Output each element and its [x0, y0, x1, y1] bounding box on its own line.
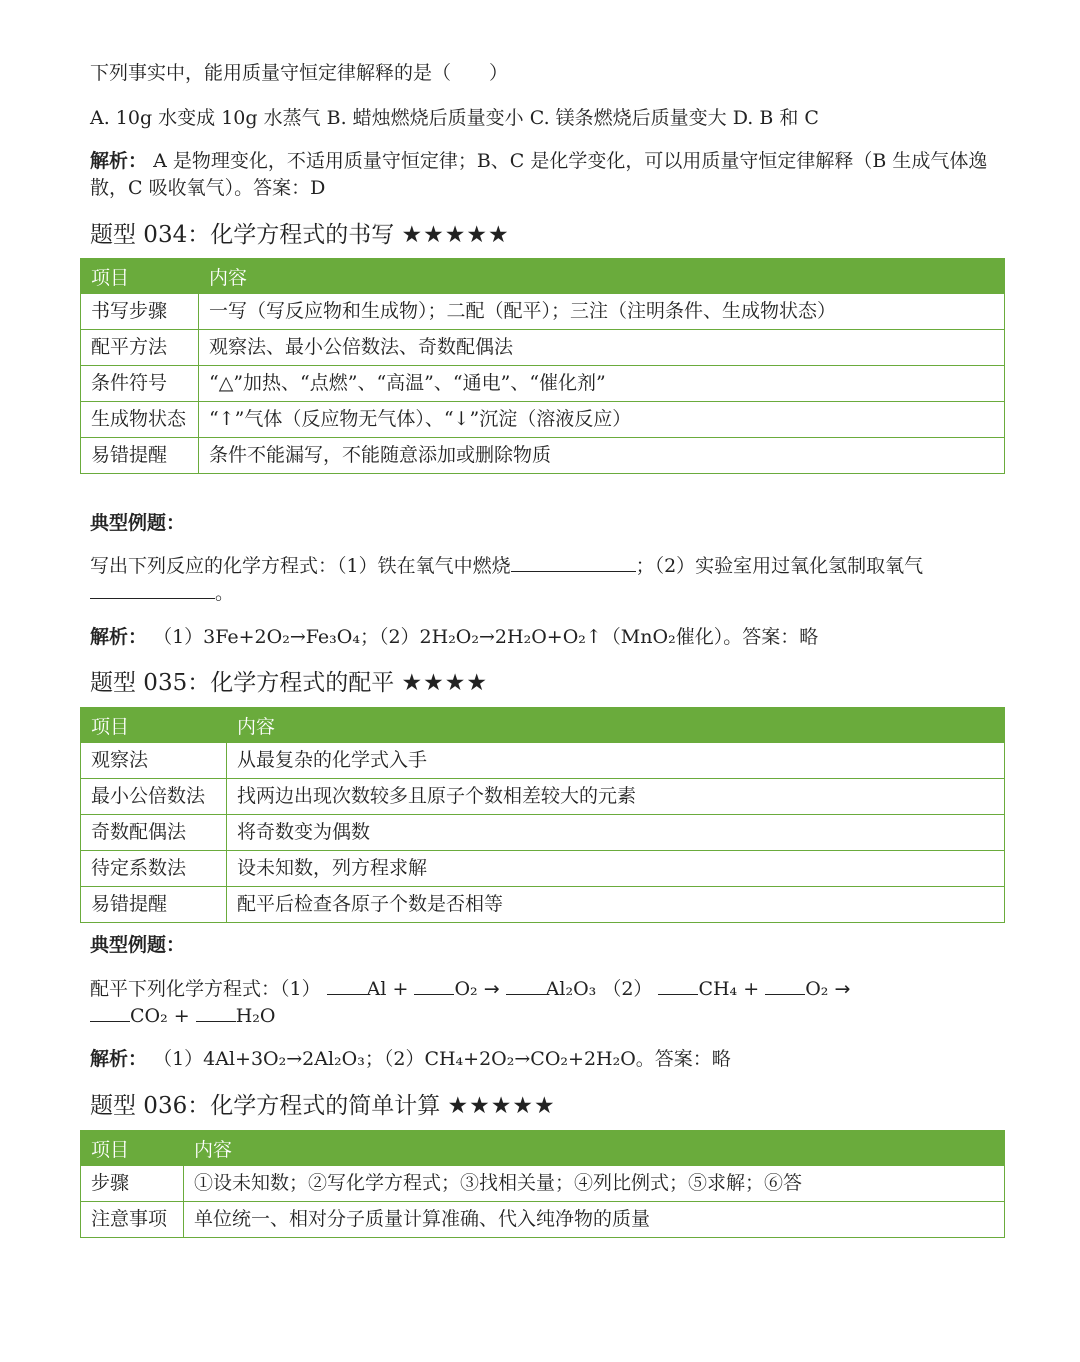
example-question: 配平下列化学方程式：（1） Al + O₂ → Al₂O₃ （2） CH₄ + O₂ → CO₂ + H₂O: [90, 978, 851, 1027]
row-content: 一写（写反应物和生成物）；二配（配平）；三注（注明条件、生成物状态）: [199, 294, 1005, 330]
coefficient-blank[interactable]: [506, 976, 546, 995]
header-content: 内容: [227, 708, 1005, 743]
analysis-label: 解析：: [90, 150, 148, 172]
row-content: 条件不能漏写，不能随意添加或删除物质: [199, 438, 1005, 474]
row-content: 设未知数，列方程求解: [227, 851, 1005, 887]
table-row: [81, 366, 1005, 402]
section-title-text: 题型 034：化学方程式的书写: [90, 222, 395, 248]
term: O₂: [454, 978, 478, 1000]
table-row: [81, 330, 1005, 366]
table-header-row: [81, 1131, 1005, 1166]
table-row: [81, 743, 1005, 779]
example-part-2: ；（2）实验室用过氧化氢制取氧气: [635, 555, 924, 577]
row-content: 配平后检查各原子个数是否相等: [227, 887, 1005, 923]
row-content: 找两边出现次数较多且原子个数相差较大的元素: [227, 779, 1005, 815]
analysis-text: （1）3Fe+2O₂→Fe₃O₄；（2）2H₂O₂→2H₂O+O₂↑（MnO₂催化）。答案：略: [153, 626, 819, 648]
header-item: 项目: [81, 1131, 184, 1166]
example-question: [90, 553, 990, 607]
table-row: [81, 887, 1005, 923]
coefficient-blank[interactable]: [765, 976, 805, 995]
example-label: 典型例题：: [90, 512, 186, 534]
table-034: [80, 258, 1005, 474]
table-row: [81, 294, 1005, 330]
row-content: “↑”气体（反应物无气体）、“↓”沉淀（溶液反应）: [199, 402, 1005, 438]
table-row: [81, 1166, 1005, 1202]
row-content: 将奇数变为偶数: [227, 815, 1005, 851]
rating-stars: ★★★★★: [401, 222, 510, 248]
row-item: 奇数配偶法: [81, 815, 227, 851]
analysis-paragraph: [90, 1046, 990, 1073]
row-content: ①设未知数；②写化学方程式；③找相关量；④列比例式；⑤求解；⑥答: [184, 1166, 1005, 1202]
coefficient-blank[interactable]: [90, 1003, 130, 1022]
example-part-1: 写出下列反应的化学方程式：（1）铁在氧气中燃烧: [90, 555, 511, 577]
row-item: 易错提醒: [81, 887, 227, 923]
row-item: 注意事项: [81, 1202, 184, 1238]
row-content: “△”加热、“点燃”、“高温”、“通电”、“催化剂”: [199, 366, 1005, 402]
header-item: 项目: [81, 708, 227, 743]
row-content: 观察法、最小公倍数法、奇数配偶法: [199, 330, 1005, 366]
question-options: A. 10g 水变成 10g 水蒸气 B. 蜡烛燃烧后质量变小 C. 镁条燃烧后质量变大 D. B 和 C: [90, 107, 819, 129]
table-header-row: [81, 708, 1005, 743]
analysis-label: 解析：: [90, 1048, 148, 1070]
coefficient-blank[interactable]: [327, 976, 367, 995]
table-row: [81, 779, 1005, 815]
table-row: [81, 815, 1005, 851]
table-035: [80, 707, 1005, 923]
row-item: 条件符号: [81, 366, 199, 402]
analysis-paragraph: [90, 148, 990, 202]
row-item: 书写步骤: [81, 294, 199, 330]
answer-blank[interactable]: [511, 553, 636, 572]
term: O₂: [805, 978, 829, 1000]
coefficient-blank[interactable]: [658, 976, 698, 995]
analysis-text: A 是物理变化，不适用质量守恒定律；B、C 是化学变化，可以用质量守恒定律解释（B 生成气体逸散，C 吸收氧气）。答案：D: [90, 150, 988, 199]
term: Al: [366, 978, 387, 1000]
answer-blank[interactable]: [90, 580, 215, 599]
coefficient-blank[interactable]: [414, 976, 454, 995]
analysis-paragraph: [90, 624, 990, 651]
analysis-text: （1）4Al+3O₂→2Al₂O₃；（2）CH₄+2O₂→CO₂+2H₂O。答案：略: [153, 1048, 731, 1070]
term: CO₂: [130, 1005, 168, 1027]
row-item: 观察法: [81, 743, 227, 779]
term: H₂O: [235, 1005, 276, 1027]
table-036: [80, 1130, 1005, 1238]
row-content: 单位统一、相对分子质量计算准确、代入纯净物的质量: [184, 1202, 1005, 1238]
section-title-034: [90, 220, 510, 250]
table-row: [81, 402, 1005, 438]
section-title-text: 题型 035：化学方程式的配平: [90, 670, 395, 696]
table-row: [81, 1202, 1005, 1238]
row-item: 待定系数法: [81, 851, 227, 887]
example-label: 典型例题：: [90, 934, 186, 956]
section-title-035: [90, 668, 488, 698]
section-title-036: [90, 1091, 556, 1121]
rating-stars: ★★★★★: [447, 1093, 556, 1119]
row-item: 最小公倍数法: [81, 779, 227, 815]
table-row: [81, 438, 1005, 474]
row-item: 易错提醒: [81, 438, 199, 474]
row-item: 步骤: [81, 1166, 184, 1202]
rating-stars: ★★★★: [401, 670, 489, 696]
header-item: 项目: [81, 259, 199, 294]
row-item: 生成物状态: [81, 402, 199, 438]
example-end: 。: [215, 582, 235, 604]
row-item: 配平方法: [81, 330, 199, 366]
term: CH₄: [698, 978, 738, 1000]
coefficient-blank[interactable]: [196, 1003, 236, 1022]
header-content: 内容: [199, 259, 1005, 294]
header-content: 内容: [184, 1131, 1005, 1166]
question-text: 下列事实中，能用质量守恒定律解释的是（ ）: [90, 62, 509, 84]
term: Al₂O₃: [545, 978, 597, 1000]
table-header-row: [81, 259, 1005, 294]
row-content: 从最复杂的化学式入手: [227, 743, 1005, 779]
section-title-text: 题型 036：化学方程式的简单计算: [90, 1093, 441, 1119]
table-row: [81, 851, 1005, 887]
analysis-label: 解析：: [90, 626, 148, 648]
example-intro: 配平下列化学方程式：（1）: [90, 978, 321, 1000]
